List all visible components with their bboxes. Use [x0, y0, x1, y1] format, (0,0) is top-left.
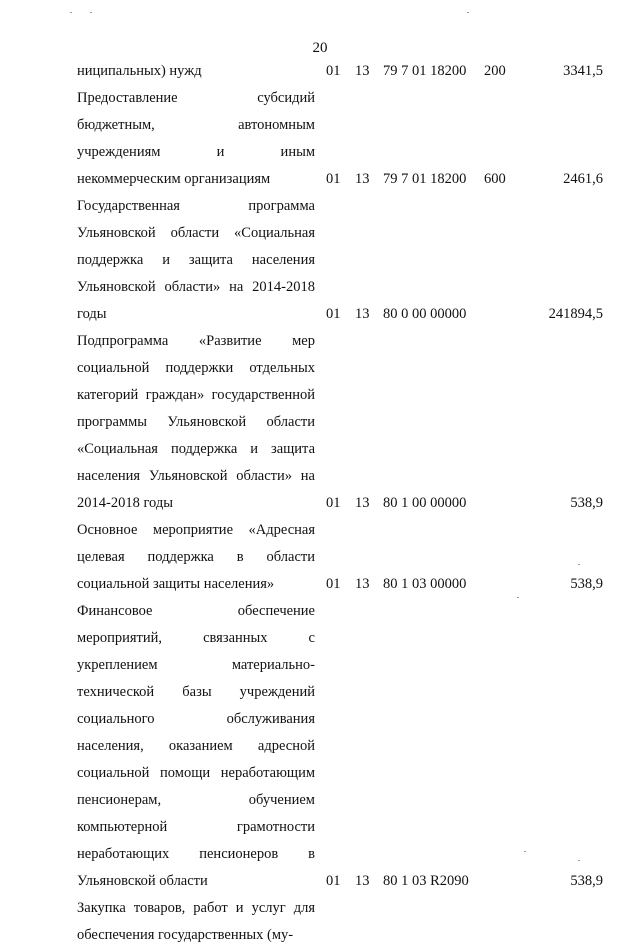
row-name: Предоставление субсидий бюджетным, автономным учреждениям и иным некоммерческим организациям [77, 90, 315, 187]
row-section-code: 01 [326, 495, 341, 511]
row-name: ниципальных) нужд [77, 63, 202, 79]
scan-speck [578, 564, 580, 565]
scan-speck [90, 12, 92, 13]
scan-speck [467, 12, 469, 13]
row-expense-type-code: 600 [484, 171, 506, 187]
row-amount: 538,9 [570, 495, 603, 511]
row-target-article-code: 79 7 01 18200 [383, 171, 467, 187]
row-target-article-code: 80 0 00 00000 [383, 306, 467, 322]
row-name: Государственная программа Ульяновской области «Социальная поддержка и защита населения Ульяновской области» на 2014-2018 годы [77, 198, 315, 322]
row-name: Подпрограмма «Развитие мер социальной поддержки отдельных категорий граждан» государственной программы Ульяновской области «Социальная поддержка и защита населения Ульяновской области» на 2014-2018 годы [77, 333, 315, 511]
row-subsection-code: 13 [355, 171, 370, 187]
scan-speck [517, 597, 519, 598]
row-name: Закупка товаров, работ и услуг для обеспечения государственных (му- [77, 900, 315, 943]
table-row [0, 193, 640, 328]
table-row [0, 85, 640, 193]
row-amount: 538,9 [570, 873, 603, 889]
scan-speck [524, 851, 526, 852]
row-section-code: 01 [326, 576, 341, 592]
row-subsection-code: 13 [355, 873, 370, 889]
page-number: 20 [312, 40, 328, 56]
row-expense-type-code: 200 [484, 63, 506, 79]
row-subsection-code: 13 [355, 306, 370, 322]
row-target-article-code: 80 1 03 R2090 [383, 873, 469, 889]
budget-table [0, 58, 640, 949]
row-name: Основное мероприятие «Адресная целевая поддержка в области социальной защиты населения» [77, 522, 315, 592]
row-subsection-code: 13 [355, 495, 370, 511]
row-target-article-code: 79 7 01 18200 [383, 63, 467, 79]
row-section-code: 01 [326, 171, 341, 187]
scan-speck [70, 12, 72, 13]
row-amount: 2461,6 [563, 171, 603, 187]
row-section-code: 01 [326, 306, 341, 322]
row-subsection-code: 13 [355, 576, 370, 592]
table-row [0, 895, 640, 949]
table-row [0, 598, 640, 895]
row-section-code: 01 [326, 873, 341, 889]
row-section-code: 01 [326, 63, 341, 79]
table-row [0, 517, 640, 598]
row-subsection-code: 13 [355, 63, 370, 79]
row-name: Финансовое обеспечение мероприятий, связанных с укреплением материально-технической базы учреждений социального обслуживания населения, оказанием адресной социальной помощи неработающим пенсионерам, обучением компьютерной грамотности неработающих пенсионеров в Ульяновской области [77, 603, 315, 889]
table-row [0, 58, 640, 85]
row-amount: 538,9 [570, 576, 603, 592]
row-amount: 241894,5 [548, 306, 603, 322]
row-target-article-code: 80 1 00 00000 [383, 495, 467, 511]
row-target-article-code: 80 1 03 00000 [383, 576, 467, 592]
table-row [0, 328, 640, 517]
row-amount: 3341,5 [563, 63, 603, 79]
scan-speck [578, 860, 580, 861]
